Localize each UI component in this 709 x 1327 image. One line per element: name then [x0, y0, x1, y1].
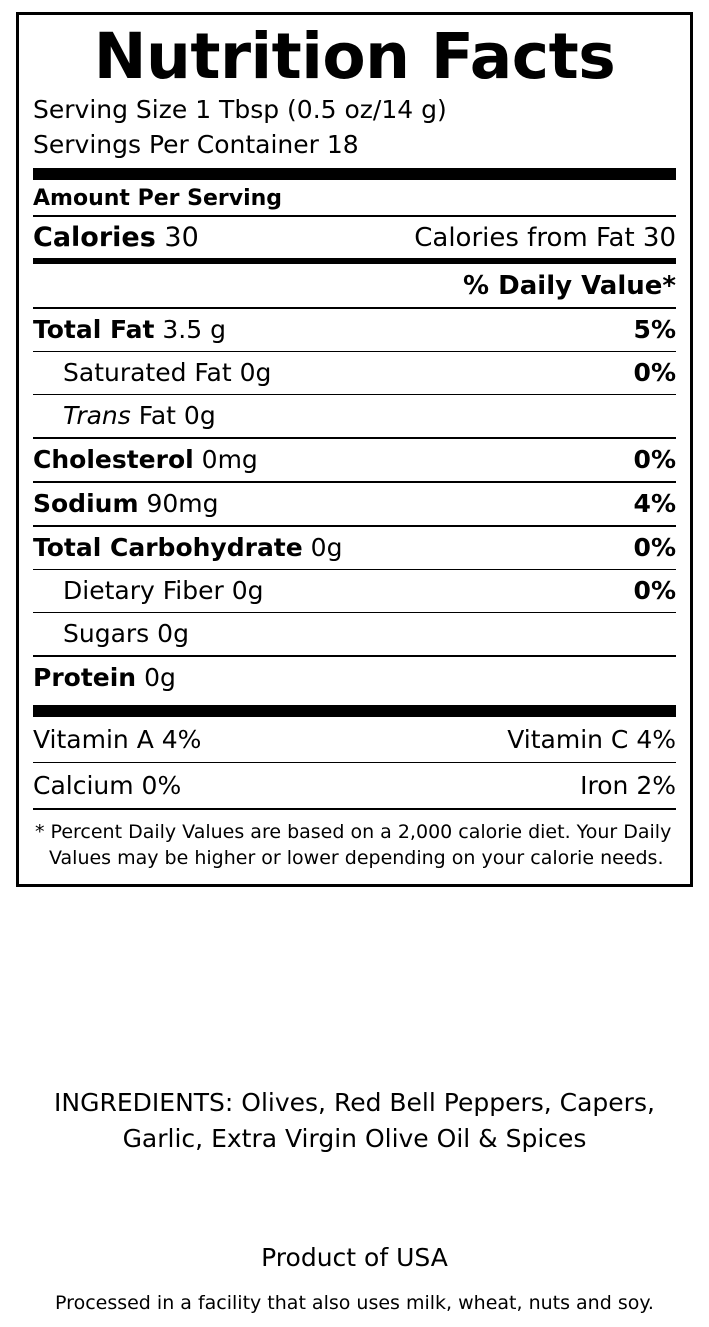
- row-total-carbohydrate: [33, 527, 676, 569]
- saturated-fat-amount: 0g: [239, 358, 272, 388]
- ingredients-line-1: INGREDIENTS: Olives, Red Bell Peppers, Capers,: [54, 1088, 655, 1117]
- sodium-dv: 4%: [633, 489, 676, 519]
- row-trans-fat: [33, 395, 676, 437]
- row-saturated-fat: [33, 352, 676, 394]
- calories-value: 30: [164, 222, 199, 254]
- sodium-amount: 90mg: [146, 489, 219, 519]
- trans-fat-amount: Fat 0g: [138, 401, 216, 431]
- vitamins-row-2: [33, 763, 676, 808]
- calories-label: Calories: [33, 222, 156, 254]
- allergen-statement: Processed in a facility that also uses milk, wheat, nuts and soy.: [55, 1292, 654, 1314]
- total-fat-dv: 5%: [633, 315, 676, 345]
- daily-value-header: % Daily Value*: [463, 271, 676, 302]
- total-fat-amount: 3.5 g: [162, 315, 226, 345]
- servings-per-container-text: Servings Per Container 18: [33, 129, 359, 159]
- nutrition-facts-panel: [16, 12, 693, 887]
- row-dietary-fiber: [33, 570, 676, 612]
- cholesterol-dv: 0%: [633, 445, 676, 475]
- page-title: Nutrition Facts: [93, 20, 616, 93]
- calories-from-fat: Calories from Fat 30: [414, 223, 676, 254]
- iron-value: Iron 2%: [580, 771, 676, 801]
- row-sodium: [33, 483, 676, 525]
- vitamin-a-value: Vitamin A 4%: [33, 725, 202, 755]
- saturated-fat-dv: 0%: [633, 358, 676, 388]
- sugars-amount: 0g: [157, 619, 189, 649]
- row-protein: [33, 657, 676, 699]
- saturated-fat-label: Saturated Fat: [63, 358, 232, 388]
- calories-row: [33, 217, 676, 258]
- row-sugars: [33, 613, 676, 655]
- amount-per-serving-label: Amount Per Serving: [33, 186, 283, 212]
- footnote-line-2: Values may be higher or lower depending on your calorie needs.: [49, 846, 664, 869]
- total-carbohydrate-label: Total Carbohydrate: [33, 533, 303, 563]
- vitamins-row-1: [33, 717, 676, 762]
- ingredients-text: [18, 1085, 691, 1156]
- divider-thick-vitamins: [33, 705, 676, 717]
- total-carbohydrate-dv: 0%: [633, 533, 676, 563]
- total-carbohydrate-amount: 0g: [310, 533, 343, 563]
- dietary-fiber-amount: 0g: [231, 576, 264, 606]
- product-origin-text: Product of USA: [261, 1243, 448, 1272]
- calcium-value: Calcium 0%: [33, 771, 182, 801]
- serving-size-text: Serving Size 1 Tbsp (0.5 oz/14 g): [33, 95, 447, 125]
- total-fat-label: Total Fat: [33, 315, 155, 345]
- trans-fat-italic-label: Trans: [63, 401, 131, 431]
- row-cholesterol: [33, 439, 676, 481]
- daily-value-footnote: [33, 810, 676, 873]
- sugars-label: Sugars: [63, 619, 150, 649]
- dietary-fiber-dv: 0%: [633, 576, 676, 606]
- protein-label: Protein: [33, 663, 137, 693]
- sodium-label: Sodium: [33, 489, 139, 519]
- cholesterol-amount: 0mg: [201, 445, 258, 475]
- protein-amount: 0g: [144, 663, 176, 693]
- ingredients-line-2: Garlic, Extra Virgin Olive Oil & Spices: [122, 1123, 587, 1153]
- footnote-line-1: * Percent Daily Values are based on a 2,000 calorie diet. Your Daily: [35, 821, 672, 844]
- dietary-fiber-label: Dietary Fiber: [63, 576, 224, 606]
- cholesterol-label: Cholesterol: [33, 445, 194, 475]
- row-total-fat: [33, 309, 676, 351]
- divider-thick-top: [33, 168, 676, 180]
- vitamin-c-value: Vitamin C 4%: [507, 725, 676, 755]
